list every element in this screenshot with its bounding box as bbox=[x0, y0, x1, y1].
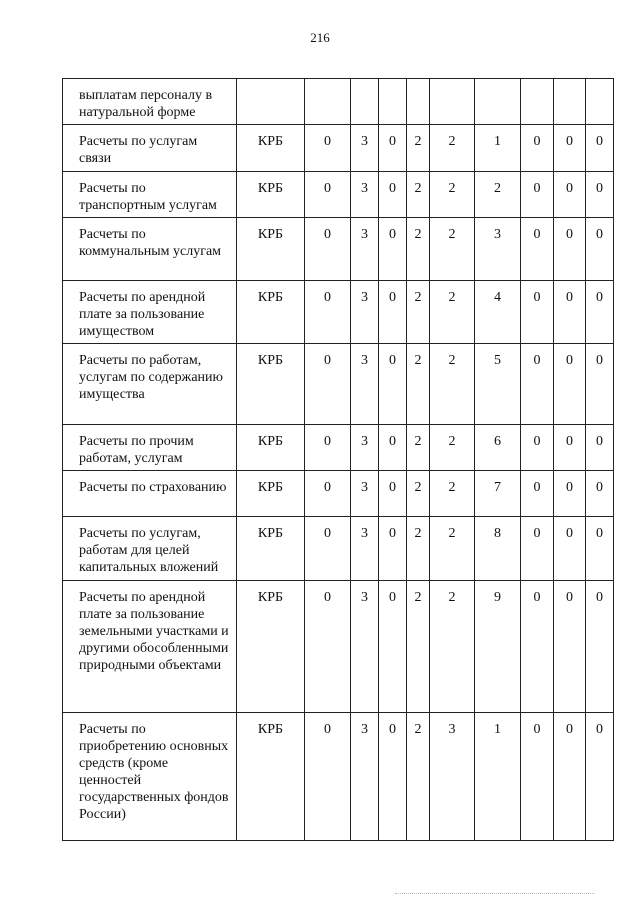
code-cell: 2 bbox=[430, 471, 475, 517]
code-cell: 3 bbox=[351, 218, 379, 281]
code-cell: 0 bbox=[521, 713, 554, 841]
code-cell: 2 bbox=[430, 281, 475, 344]
table-row bbox=[63, 125, 614, 172]
table-row bbox=[63, 517, 614, 581]
code-cell: 0 bbox=[586, 125, 614, 172]
code-cell: 3 bbox=[351, 425, 379, 471]
code-cell: 0 bbox=[521, 425, 554, 471]
code-cell bbox=[351, 79, 379, 125]
code-cell bbox=[407, 79, 430, 125]
table-row bbox=[63, 581, 614, 713]
code-cell: 3 bbox=[351, 517, 379, 581]
code-cell bbox=[586, 79, 614, 125]
row-name-cell: Расчеты по коммунальным услугам bbox=[63, 218, 237, 281]
code-cell: 0 bbox=[379, 581, 407, 713]
code-cell: 2 bbox=[430, 344, 475, 425]
code-cell: 0 bbox=[379, 125, 407, 172]
row-org-cell: КРБ bbox=[237, 125, 305, 172]
code-cell: 7 bbox=[475, 471, 521, 517]
code-cell: 0 bbox=[554, 172, 586, 218]
table-row bbox=[63, 281, 614, 344]
code-cell: 3 bbox=[351, 125, 379, 172]
table-row bbox=[63, 79, 614, 125]
accounts-table bbox=[62, 78, 614, 841]
code-cell: 2 bbox=[475, 172, 521, 218]
code-cell: 0 bbox=[379, 344, 407, 425]
table-row bbox=[63, 471, 614, 517]
row-org-cell: КРБ bbox=[237, 281, 305, 344]
code-cell: 0 bbox=[521, 172, 554, 218]
code-cell: 3 bbox=[351, 581, 379, 713]
code-cell: 0 bbox=[521, 218, 554, 281]
code-cell: 4 bbox=[475, 281, 521, 344]
code-cell: 2 bbox=[407, 581, 430, 713]
code-cell: 2 bbox=[407, 517, 430, 581]
code-cell: 0 bbox=[586, 471, 614, 517]
code-cell bbox=[305, 79, 351, 125]
code-cell: 0 bbox=[305, 281, 351, 344]
code-cell: 0 bbox=[379, 471, 407, 517]
code-cell: 0 bbox=[554, 218, 586, 281]
code-cell: 3 bbox=[351, 471, 379, 517]
row-name-cell: Расчеты по страхованию bbox=[63, 471, 237, 517]
code-cell: 0 bbox=[379, 517, 407, 581]
row-name-cell: Расчеты по услугам, работам для целей капитальных вложений bbox=[63, 517, 237, 581]
code-cell: 2 bbox=[407, 281, 430, 344]
code-cell: 3 bbox=[351, 344, 379, 425]
row-name-cell: Расчеты по услугам связи bbox=[63, 125, 237, 172]
code-cell: 0 bbox=[305, 471, 351, 517]
code-cell: 0 bbox=[521, 517, 554, 581]
code-cell bbox=[379, 79, 407, 125]
code-cell: 0 bbox=[305, 172, 351, 218]
code-cell: 0 bbox=[305, 125, 351, 172]
row-name-cell: Расчеты по транспортным услугам bbox=[63, 172, 237, 218]
row-org-cell: КРБ bbox=[237, 425, 305, 471]
code-cell: 1 bbox=[475, 125, 521, 172]
code-cell: 0 bbox=[521, 581, 554, 713]
code-cell: 0 bbox=[586, 581, 614, 713]
code-cell: 2 bbox=[407, 344, 430, 425]
code-cell: 2 bbox=[407, 713, 430, 841]
code-cell bbox=[521, 79, 554, 125]
row-org-cell bbox=[237, 79, 305, 125]
code-cell: 3 bbox=[430, 713, 475, 841]
code-cell: 2 bbox=[430, 218, 475, 281]
row-name-cell: Расчеты по прочим работам, услугам bbox=[63, 425, 237, 471]
code-cell: 0 bbox=[586, 281, 614, 344]
code-cell: 8 bbox=[475, 517, 521, 581]
code-cell: 0 bbox=[554, 281, 586, 344]
code-cell: 0 bbox=[379, 425, 407, 471]
row-org-cell: КРБ bbox=[237, 517, 305, 581]
code-cell: 2 bbox=[407, 425, 430, 471]
code-cell: 0 bbox=[554, 713, 586, 841]
code-cell: 0 bbox=[305, 517, 351, 581]
code-cell: 1 bbox=[475, 713, 521, 841]
table-row bbox=[63, 344, 614, 425]
code-cell: 3 bbox=[351, 281, 379, 344]
code-cell: 0 bbox=[586, 344, 614, 425]
table-row bbox=[63, 172, 614, 218]
code-cell: 2 bbox=[407, 172, 430, 218]
code-cell: 0 bbox=[379, 218, 407, 281]
code-cell: 2 bbox=[430, 172, 475, 218]
code-cell: 2 bbox=[430, 425, 475, 471]
code-cell: 0 bbox=[521, 281, 554, 344]
row-name-cell: Расчеты по арендной плате за пользование земельными участками и другими обособленными природными объектами bbox=[63, 581, 237, 713]
row-org-cell: КРБ bbox=[237, 172, 305, 218]
code-cell: 0 bbox=[379, 172, 407, 218]
code-cell: 0 bbox=[305, 344, 351, 425]
code-cell: 0 bbox=[586, 425, 614, 471]
row-name-cell: Расчеты по арендной плате за пользование имуществом bbox=[63, 281, 237, 344]
code-cell: 0 bbox=[554, 517, 586, 581]
code-cell: 0 bbox=[305, 425, 351, 471]
code-cell: 0 bbox=[554, 125, 586, 172]
code-cell: 0 bbox=[554, 425, 586, 471]
code-cell: 6 bbox=[475, 425, 521, 471]
code-cell: 5 bbox=[475, 344, 521, 425]
row-name-cell: Расчеты по приобретению основных средств (кроме ценностей государственных фондов России) bbox=[63, 713, 237, 841]
code-cell: 0 bbox=[305, 713, 351, 841]
row-org-cell: КРБ bbox=[237, 471, 305, 517]
code-cell: 2 bbox=[407, 125, 430, 172]
row-org-cell: КРБ bbox=[237, 581, 305, 713]
row-name-cell: Расчеты по работам, услугам по содержанию имущества bbox=[63, 344, 237, 425]
code-cell: 0 bbox=[586, 218, 614, 281]
code-cell: 0 bbox=[586, 172, 614, 218]
code-cell: 0 bbox=[379, 281, 407, 344]
code-cell: 0 bbox=[554, 471, 586, 517]
row-name-cell: выплатам персоналу в натуральной форме bbox=[63, 79, 237, 125]
code-cell: 0 bbox=[586, 713, 614, 841]
code-cell: 0 bbox=[521, 125, 554, 172]
row-org-cell: КРБ bbox=[237, 218, 305, 281]
code-cell: 3 bbox=[475, 218, 521, 281]
code-cell: 2 bbox=[430, 581, 475, 713]
code-cell bbox=[554, 79, 586, 125]
code-cell: 3 bbox=[351, 713, 379, 841]
table-row bbox=[63, 218, 614, 281]
code-cell: 0 bbox=[554, 581, 586, 713]
code-cell: 2 bbox=[407, 471, 430, 517]
table-row bbox=[63, 425, 614, 471]
code-cell: 0 bbox=[586, 517, 614, 581]
code-cell: 0 bbox=[554, 344, 586, 425]
code-cell: 9 bbox=[475, 581, 521, 713]
code-cell: 3 bbox=[351, 172, 379, 218]
code-cell: 2 bbox=[407, 218, 430, 281]
table-row bbox=[63, 713, 614, 841]
code-cell: 0 bbox=[305, 581, 351, 713]
code-cell: 0 bbox=[521, 344, 554, 425]
scan-artifact bbox=[395, 893, 595, 895]
code-cell: 2 bbox=[430, 125, 475, 172]
page-number: 216 bbox=[310, 30, 330, 45]
code-cell: 0 bbox=[379, 713, 407, 841]
row-org-cell: КРБ bbox=[237, 344, 305, 425]
code-cell: 2 bbox=[430, 517, 475, 581]
row-org-cell: КРБ bbox=[237, 713, 305, 841]
code-cell bbox=[430, 79, 475, 125]
code-cell: 0 bbox=[305, 218, 351, 281]
code-cell bbox=[475, 79, 521, 125]
code-cell: 0 bbox=[521, 471, 554, 517]
